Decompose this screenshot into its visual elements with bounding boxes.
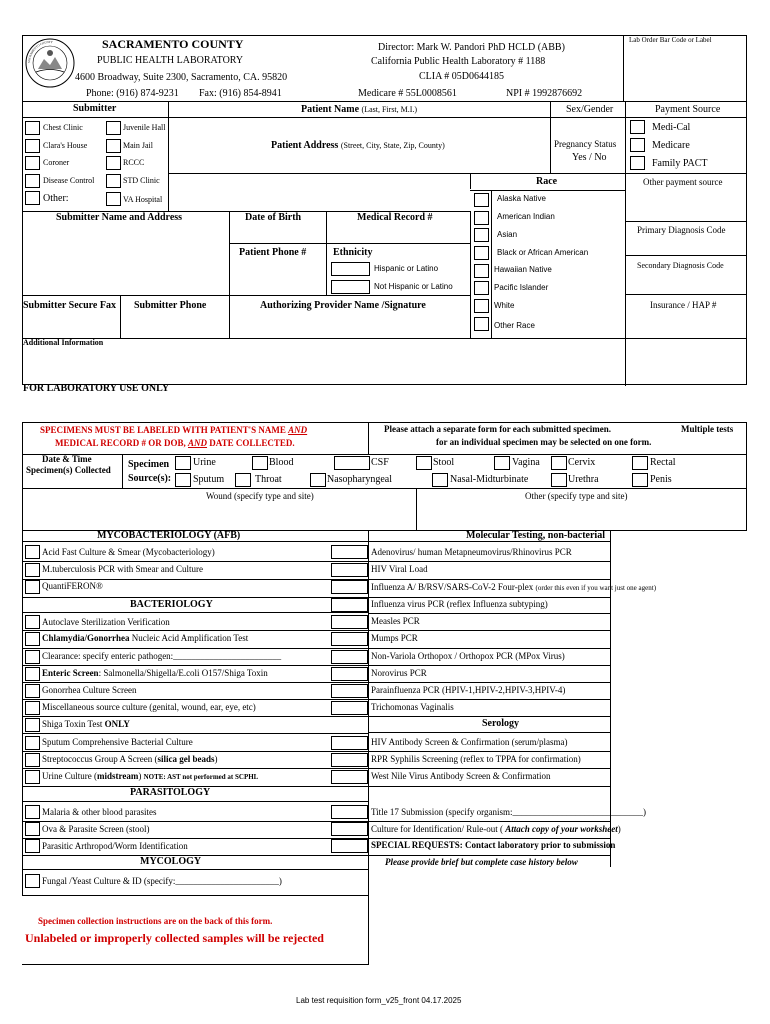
gonorrhea-culture: Gonorrhea Culture Screen — [42, 685, 137, 695]
afb-culture: Acid Fast Culture & Smear (Mycobacteriology) — [42, 547, 215, 557]
checkbox-ova-parasite[interactable] — [25, 822, 40, 836]
checkbox-american-indian[interactable] — [474, 211, 489, 225]
checkbox-orthopox[interactable] — [331, 650, 368, 664]
checkbox-medi-cal[interactable] — [630, 120, 645, 134]
shiga-toxin — [42, 720, 130, 729]
pregnancy-yes-no: Yes / No — [572, 152, 607, 163]
eth-not-hispanic: Not Hispanic or Latino — [374, 282, 453, 291]
checkbox-rpr[interactable] — [331, 753, 368, 767]
checkbox-family-pact[interactable] — [630, 156, 645, 170]
autoclave: Autoclave Sterilization Verification — [42, 617, 170, 627]
quantiferon: QuantiFERON® — [42, 581, 103, 591]
afb-title: MYCOBACTERIOLOGY (AFB) — [97, 530, 241, 541]
urine-culture — [42, 772, 258, 781]
clia-number: CLIA # 05D0644185 — [419, 71, 504, 82]
strep-bold: silica gel beads — [157, 754, 215, 764]
malaria: Malaria & other blood parasites — [42, 807, 157, 817]
urine-bold: midstream — [96, 771, 139, 781]
culture-end: ) — [617, 824, 621, 834]
warn1-text: SPECIMENS MUST BE LABELED WITH PATIENT'S NAME — [40, 425, 289, 435]
ethnicity-label: Ethnicity — [333, 247, 373, 258]
race-hawaiian: Hawaiian Native — [494, 265, 552, 274]
checkbox-csf[interactable] — [334, 456, 370, 470]
checkbox-juvenile-hall[interactable] — [106, 121, 121, 135]
race-other: Other Race — [494, 321, 535, 330]
checkbox-rccc[interactable] — [106, 156, 121, 170]
ova-parasite: Ova & Parasite Screen (stool) — [42, 824, 150, 834]
pay-medicare: Medicare — [652, 140, 690, 151]
lab-phone: Phone: (916) 874-9231 — [86, 88, 179, 99]
multiple-tests-note: Multiple tests — [681, 424, 734, 434]
molecular-title: Molecular Testing, non-bacterial — [466, 530, 605, 541]
checkbox-other[interactable] — [25, 191, 40, 205]
enteric-screen — [42, 669, 268, 678]
urine-note: NOTE: AST not performed at SCPHL — [143, 773, 259, 781]
src-blood: Blood — [269, 457, 294, 468]
race-alaska-native: Alaska Native — [497, 194, 546, 203]
strep-rest: Streptococcus Group A Screen ( — [42, 754, 158, 764]
checkbox-hispanic[interactable] — [331, 262, 370, 276]
datetime-label-1: Date & Time — [42, 454, 92, 464]
clearance: Clearance: specify enteric pathogen:________________________ — [42, 651, 282, 661]
west-nile: West Nile Virus Antibody Screen & Confirmation — [371, 771, 551, 781]
additional-info-label: Additional Information — [23, 338, 104, 347]
opt-juvenile-hall: Juvenile Hall — [123, 123, 166, 132]
serology-title: Serology — [482, 718, 520, 729]
opt-std-clinic: STD Clinic — [123, 176, 160, 185]
checkbox-influenza-pcr[interactable] — [331, 598, 368, 612]
checkbox-misc-culture[interactable] — [25, 701, 40, 715]
checkbox-throat[interactable] — [235, 473, 251, 487]
source-label-1: Specimen — [128, 459, 170, 470]
orthopox-pcr: Non-Variola Orthopox / Orthopox PCR (MPox Virus) — [371, 651, 565, 661]
insurance-label: Insurance / HAP # — [650, 300, 717, 310]
opt-disease-control: Disease Control — [43, 176, 95, 185]
title17: Title 17 Submission (specify organism:_____________________________) — [371, 807, 647, 817]
warn2-and: AND — [188, 438, 208, 448]
bacteriology-title: BACTERIOLOGY — [130, 599, 213, 610]
datetime-label-2: Specimen(s) Collected — [26, 465, 111, 475]
src-penis: Penis — [650, 474, 672, 485]
lab-fax: Fax: (916) 854-8941 — [199, 88, 282, 99]
secondary-dx-label: Secondary Diagnosis Code — [637, 261, 724, 270]
county-seal — [24, 37, 76, 89]
src-urine: Urine — [193, 457, 216, 468]
norovirus-pcr: Norovirus PCR — [371, 668, 427, 678]
pregnancy-status-label: Pregnancy Status — [554, 139, 617, 149]
label-warning-1 — [40, 426, 307, 435]
checkbox-fourplex[interactable] — [331, 580, 368, 594]
other-payment-label: Other payment source — [643, 177, 723, 187]
checkbox-stool[interactable] — [416, 456, 432, 470]
enteric-rest: : Salmonella/Shigella/E.coli O157/Shiga Toxin — [98, 668, 268, 678]
misc-culture: Miscellaneous source culture (genital, wound, ear, eye, etc) — [42, 702, 256, 712]
fourplex — [371, 583, 656, 592]
src-nasopharyngeal: Nasopharyngeal — [327, 474, 392, 485]
fourplex-note: (order this even if you want just one agent) — [535, 584, 657, 592]
opt-claras-house: Clara's House — [43, 141, 88, 150]
rejection-warning: Unlabeled or improperly collected samples will be rejected — [25, 931, 324, 945]
checkbox-claras-house[interactable] — [25, 139, 40, 153]
lab-name: PUBLIC HEALTH LABORATORY — [97, 55, 244, 66]
enteric-bold: Enteric Screen — [42, 668, 99, 678]
collection-instructions: Specimen collection instructions are on the back of this form. — [38, 916, 273, 926]
medicare-number: Medicare # 55L0008561 — [358, 88, 457, 99]
submitter-name-label: Submitter Name and Address — [56, 212, 183, 223]
checkbox-afb-culture[interactable] — [25, 545, 40, 559]
pay-family-pact: Family PACT — [652, 158, 708, 169]
checkbox-chlamydia[interactable] — [25, 632, 40, 646]
checkbox-title17[interactable] — [331, 805, 368, 819]
checkbox-measles[interactable] — [331, 615, 368, 629]
checkbox-shiga[interactable] — [25, 718, 40, 732]
patient-name-bold: Patient Name — [301, 104, 360, 115]
patient-address-label — [271, 141, 445, 151]
rpr-syphilis: RPR Syphilis Screening (reflex to TPPA for confirmation) — [371, 754, 581, 764]
history-note: Please provide brief but complete case history below — [385, 857, 578, 867]
checkbox-cervix[interactable] — [551, 456, 567, 470]
checkbox-malaria[interactable] — [25, 805, 40, 819]
checkbox-adenovirus[interactable] — [331, 545, 368, 559]
opt-chest-clinic: Chest Clinic — [43, 123, 83, 132]
hiv-antibody: HIV Antibody Screen & Confirmation (serum/plasma) — [371, 737, 568, 747]
race-white: White — [494, 301, 515, 310]
checkbox-pacific-islander[interactable] — [474, 281, 489, 295]
other-source-label: Other (specify type and site) — [525, 491, 628, 501]
hiv-viral-load: HIV Viral Load — [371, 564, 428, 574]
lab-use-label: FOR LABORATORY USE ONLY — [23, 383, 170, 394]
attach-note: Please attach a separate form for each submitted specimen. — [384, 424, 612, 434]
patient-address-sub: (Street, City, State, Zip, County) — [340, 141, 445, 150]
lab-address: 4600 Broadway, Suite 2300, Sacramento, CA. 95820 — [75, 72, 288, 83]
checkbox-nasopharyngeal[interactable] — [310, 473, 326, 487]
seal-text: SACRAMENTO COUNTY — [26, 39, 53, 64]
src-sputum: Sputum — [193, 474, 225, 485]
pay-medi-cal: Medi-Cal — [652, 122, 691, 133]
culture-rest: Culture for Identification/ Rule-out ( — [371, 824, 506, 834]
individual-note: for an individual specimen may be selected on one form. — [436, 437, 652, 447]
checkbox-white[interactable] — [474, 299, 489, 313]
race-american-indian: American Indian — [497, 212, 555, 221]
parasitology-title: PARASITOLOGY — [130, 787, 211, 798]
checkbox-medicare[interactable] — [630, 138, 645, 152]
checkbox-hiv-antibody[interactable] — [331, 736, 368, 750]
director: Director: Mark W. Pandori PhD HCLD (ABB) — [378, 42, 565, 53]
checkbox-trichomonas[interactable] — [331, 701, 368, 715]
checkbox-west-nile[interactable] — [331, 770, 368, 784]
sputum-culture: Sputum Comprehensive Bacterial Culture — [42, 737, 193, 747]
eth-hispanic: Hispanic or Latino — [374, 264, 439, 273]
warn2-text: MEDICAL RECORD # OR DOB, — [55, 438, 189, 448]
label-warning-2 — [55, 439, 295, 448]
checkbox-vagina[interactable] — [494, 456, 510, 470]
chlam-bold: Chlamydia/Gonorrhea — [42, 633, 130, 643]
opt-main-jail: Main Jail — [123, 141, 153, 150]
shiga-bold: ONLY — [104, 719, 130, 729]
trichomonas: Trichomonas Vaginalis — [371, 702, 454, 712]
mycology-title: MYCOLOGY — [140, 856, 202, 867]
npi-number: NPI # 1992876692 — [506, 88, 583, 99]
source-label-2: Source(s): — [128, 473, 172, 484]
checkbox-hawaiian[interactable] — [474, 264, 489, 278]
checkbox-gonorrhea[interactable] — [25, 684, 40, 698]
checkbox-arthropod[interactable] — [25, 839, 40, 853]
src-vagina: Vagina — [512, 457, 540, 468]
src-nasal-midturbinate: Nasal-Midturbinate — [450, 474, 529, 485]
checkbox-norovirus[interactable] — [331, 667, 368, 681]
checkbox-hiv-viral-load[interactable] — [331, 563, 368, 577]
opt-rccc: RCCC — [123, 158, 145, 167]
checkbox-penis[interactable] — [632, 473, 648, 487]
checkbox-sputum[interactable] — [175, 473, 191, 487]
primary-dx-label: Primary Diagnosis Code — [637, 225, 726, 235]
checkbox-clearance[interactable] — [25, 650, 40, 664]
checkbox-mtb-pcr[interactable] — [25, 563, 40, 577]
mrn-label: Medical Record # — [357, 212, 433, 223]
shiga-rest: Shiga Toxin Test — [42, 719, 105, 729]
checkbox-urine-culture[interactable] — [25, 770, 40, 784]
checkbox-main-jail[interactable] — [106, 139, 121, 153]
form-version: Lab test requisition form_v25_front 04.17.2025 — [296, 996, 462, 1005]
checkbox-nasal-midturbinate[interactable] — [432, 473, 448, 487]
patient-name-sub: (Last, First, M.I.) — [361, 105, 418, 114]
fourplex-text: Influenza A/ B/RSV/SARS-CoV-2 Four-plex — [371, 582, 534, 592]
secure-fax-label: Submitter Secure Fax — [23, 300, 116, 311]
checkbox-coroner[interactable] — [25, 156, 40, 170]
checkbox-not-hispanic[interactable] — [331, 280, 370, 294]
checkbox-chest-clinic[interactable] — [25, 121, 40, 135]
parainfluenza-pcr: Parainfluenza PCR (HPIV-1,HPIV-2,HPIV-3,HPIV-4) — [371, 685, 566, 695]
checkbox-parainfluenza[interactable] — [331, 684, 368, 698]
dob-label: Date of Birth — [245, 212, 302, 223]
src-stool: Stool — [433, 457, 455, 468]
src-csf: CSF — [371, 457, 389, 468]
warn1-and: AND — [288, 425, 308, 435]
checkbox-autoclave[interactable] — [25, 615, 40, 629]
src-throat: Throat — [255, 474, 282, 485]
culture-id — [371, 825, 621, 834]
culture-bold: Attach copy of your worksheet — [505, 824, 618, 834]
wound-label: Wound (specify type and site) — [206, 491, 314, 501]
checkbox-urine[interactable] — [175, 456, 191, 470]
checkbox-special[interactable] — [331, 839, 368, 853]
special-requests: SPECIAL REQUESTS: Contact laboratory prior to submission — [371, 840, 616, 850]
mtb-pcr: M.tuberculosis PCR with Smear and Culture — [42, 564, 203, 574]
checkbox-enteric[interactable] — [25, 667, 40, 681]
chlam-rest: Nucleic Acid Amplification Test — [129, 633, 249, 643]
patient-address-bold: Patient Address — [271, 140, 339, 151]
checkbox-sputum-culture[interactable] — [25, 736, 40, 750]
checkbox-urethra[interactable] — [551, 473, 567, 487]
county-name: SACRAMENTO COUNTY — [102, 37, 244, 51]
payment-source-label: Payment Source — [655, 104, 721, 115]
submitter-phone-label: Submitter Phone — [134, 300, 207, 311]
src-cervix: Cervix — [568, 457, 596, 468]
race-title: Race — [536, 176, 558, 187]
checkbox-culture-id[interactable] — [331, 822, 368, 836]
warn2-end: DATE COLLECTED. — [207, 438, 295, 448]
checkbox-strep[interactable] — [25, 753, 40, 767]
checkbox-rectal[interactable] — [632, 456, 648, 470]
opt-va-hospital: VA Hospital — [123, 195, 163, 204]
chlamydia-test — [42, 634, 248, 643]
strep-screen — [42, 755, 218, 764]
barcode-label: Lab Order Bar Code or Label — [629, 36, 712, 44]
src-rectal: Rectal — [650, 457, 676, 468]
checkbox-black[interactable] — [474, 246, 489, 260]
checkbox-disease-control[interactable] — [25, 174, 40, 188]
checkbox-va-hospital[interactable] — [106, 192, 121, 206]
patient-name-label — [301, 105, 417, 115]
checkbox-alaska-native[interactable] — [474, 193, 489, 207]
opt-coroner: Coroner — [43, 158, 70, 167]
influenza-pcr: Influenza virus PCR (reflex Influenza subtyping) — [371, 599, 548, 609]
ca-lab-number: California Public Health Laboratory # 1188 — [371, 56, 546, 67]
provider-label: Authorizing Provider Name /Signature — [260, 300, 426, 311]
opt-other: Other: — [43, 193, 69, 204]
checkbox-fungal[interactable] — [25, 874, 40, 888]
urine-rest: Urine Culture ( — [42, 771, 97, 781]
submitter-title: Submitter — [73, 103, 117, 114]
measles-pcr: Measles PCR — [371, 616, 420, 626]
checkbox-asian[interactable] — [474, 228, 489, 242]
race-asian: Asian — [497, 230, 518, 239]
adenovirus: Adenovirus/ human Metapneumovirus/Rhinovirus PCR — [371, 547, 572, 557]
patient-phone-label: Patient Phone # — [239, 247, 307, 258]
fungal-culture: Fungal /Yeast Culture & ID (specify:_______________________) — [42, 876, 282, 886]
race-pacific-islander: Pacific Islander — [494, 283, 549, 292]
checkbox-std-clinic[interactable] — [106, 174, 121, 188]
urine-end: ) — [138, 771, 144, 781]
arthropod: Parasitic Arthropod/Worm Identification — [42, 841, 188, 851]
checkbox-blood[interactable] — [252, 456, 268, 470]
src-urethra: Urethra — [568, 474, 599, 485]
mumps-pcr: Mumps PCR — [371, 633, 418, 643]
sex-gender-label: Sex/Gender — [566, 104, 614, 115]
checkbox-mumps[interactable] — [331, 632, 368, 646]
strep-end: ) — [214, 754, 218, 764]
checkbox-quantiferon[interactable] — [25, 580, 40, 594]
checkbox-other-race[interactable] — [474, 317, 489, 331]
race-black: Black or African American — [497, 248, 589, 257]
